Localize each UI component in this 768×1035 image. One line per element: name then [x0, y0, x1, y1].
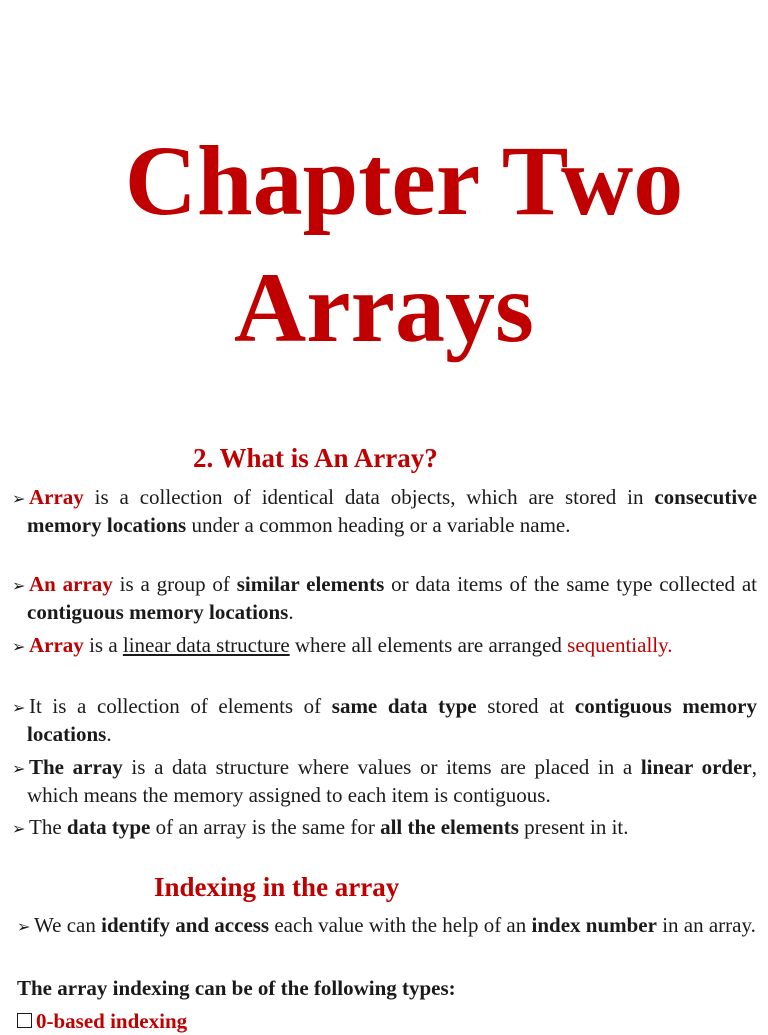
chapter-title: Chapter Two [124, 125, 684, 236]
arrow-bullet-icon: ➢ [17, 917, 31, 936]
bullet-item [12, 571, 757, 626]
arrow-bullet-icon: ➢ [12, 759, 26, 778]
arrow-bullet-icon: ➢ [12, 698, 26, 717]
bullet-item [12, 484, 757, 539]
bullet-term: An array [29, 572, 113, 596]
arrow-bullet-icon: ➢ [12, 819, 26, 838]
bullet-text: The [29, 815, 67, 839]
bullet-term: The array [29, 755, 123, 779]
bullet-text: each value with the help of an [269, 913, 532, 937]
bullet-text: where all elements are arranged [289, 633, 568, 657]
indexing-types-line: The array indexing can be of the following types: [17, 976, 456, 1000]
arrow-bullet-icon: ➢ [12, 576, 26, 595]
bullet-item [12, 693, 757, 748]
bullet-highlight: sequentially. [567, 633, 673, 657]
bullet-emphasis: consecutive memory locations [27, 485, 757, 537]
bullet-emphasis: all the elements [380, 815, 519, 839]
bullet-text: is a [83, 633, 123, 657]
bullet-text: . [288, 600, 294, 624]
bullet-item [17, 912, 757, 940]
bullet-text: under a common heading or a variable name. [186, 513, 571, 537]
indexing-heading: Indexing in the array [154, 872, 400, 902]
chapter-subtitle: Arrays [234, 252, 534, 363]
arrow-bullet-icon: ➢ [12, 637, 26, 656]
bullet-term: Array [29, 633, 84, 657]
bullet-text: or data items of the same type collected at [384, 572, 757, 596]
bullet-text: in an array. [656, 913, 756, 937]
bullet-item [12, 754, 757, 809]
bullet-emphasis: same data type [331, 694, 477, 718]
bullet-text: , which means the memory assigned to each item is contiguous. [27, 755, 757, 807]
bullet-emphasis: contiguous memory locations [27, 600, 289, 624]
bullet-text: is a collection of identical data objects, which are stored in [83, 485, 655, 509]
bullet-text: . [106, 722, 112, 746]
sub-item-label: 0-based indexing [36, 1009, 188, 1033]
sub-list-item [17, 1008, 187, 1035]
bullet-text: We can [34, 913, 102, 937]
bullet-text: stored at [476, 694, 575, 718]
bullet-text: of an array is the same for [150, 815, 381, 839]
square-bullet-icon [17, 1013, 32, 1028]
bullet-item [12, 814, 757, 842]
section-heading: 2. What is An Array? [193, 443, 438, 473]
bullet-emphasis: linear order [640, 755, 752, 779]
bullet-emphasis: contiguous memory locations [27, 694, 757, 746]
bullet-emphasis: identify and access [101, 913, 270, 937]
bullet-underlined: linear data structure [122, 633, 290, 657]
bullet-emphasis: index number [531, 913, 657, 937]
bullet-item [12, 632, 757, 660]
bullet-term: Array [29, 485, 84, 509]
bullet-text: is a data structure where values or items are placed in a [122, 755, 641, 779]
bullet-emphasis: data type [66, 815, 151, 839]
bullet-text: is a group of [112, 572, 237, 596]
arrow-bullet-icon: ➢ [12, 489, 26, 508]
bullet-emphasis: similar elements [236, 572, 385, 596]
bullet-text: It is a collection of elements of [29, 694, 332, 718]
bullet-text: present in it. [518, 815, 629, 839]
